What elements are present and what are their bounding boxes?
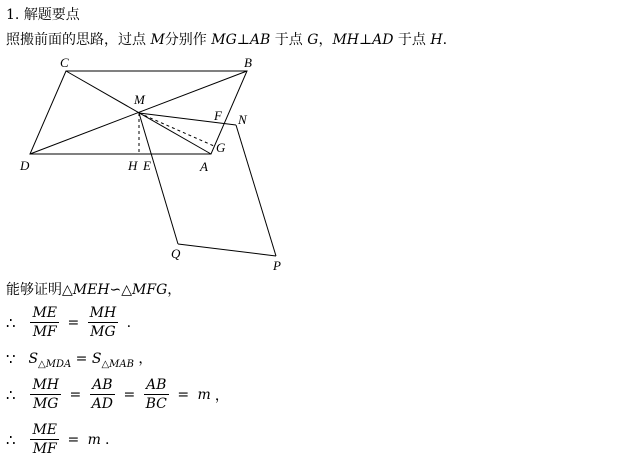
area-symbol: S <box>91 351 102 367</box>
label-q: Q <box>171 246 181 261</box>
denominator: MG <box>32 396 59 412</box>
equals-sign: = <box>177 386 190 403</box>
fraction-me-mf <box>30 304 59 341</box>
intro-sep: ， <box>318 32 333 48</box>
intro-mg-perp-ab: MG⊥AB <box>211 32 271 48</box>
equals-sign: = <box>123 386 136 403</box>
equals-sign: = <box>69 386 82 403</box>
heading-title: 解题要点 <box>23 7 80 23</box>
subscript-mab: △MAB <box>101 359 134 370</box>
variable-m: m <box>87 431 101 448</box>
label-a: A <box>200 159 208 174</box>
equals-sign: = <box>75 351 88 367</box>
denominator: MF <box>32 441 57 457</box>
label-m: M <box>134 92 145 107</box>
fraction-me-mf <box>30 421 59 458</box>
variable-m: m <box>197 386 211 403</box>
numerator: ME <box>32 305 58 321</box>
denominator: BC <box>145 396 167 412</box>
denominator: AD <box>91 396 113 412</box>
segment-mq <box>139 113 178 244</box>
similarity-end: ， <box>167 282 182 298</box>
similarity-text: △MEH∽△MFG <box>62 282 168 298</box>
label-h: H <box>128 158 138 173</box>
segment-qp <box>178 244 276 256</box>
numerator: MH <box>89 305 117 321</box>
intro-point-g: G <box>307 32 319 48</box>
fraction-mh-mg <box>88 304 119 341</box>
step-1 <box>6 304 133 341</box>
heading-number: 1. <box>6 7 20 23</box>
comma: ， <box>214 387 229 404</box>
comma: ， <box>138 351 153 367</box>
intro-prefix: 照搬前面的思路，过点 <box>6 32 151 48</box>
step-3 <box>6 376 231 413</box>
numerator: MH <box>32 377 59 393</box>
similarity-statement <box>6 279 181 299</box>
intro-end: . <box>442 32 448 48</box>
equals-sign: = <box>67 431 80 448</box>
therefore-symbol: ∴ <box>6 385 16 404</box>
numerator: AB <box>90 376 115 395</box>
fraction-ab-bc <box>144 376 169 413</box>
period: . <box>104 431 110 448</box>
label-d: D <box>20 158 30 173</box>
denominator: MF <box>32 324 57 340</box>
segment-pn <box>236 125 276 256</box>
period: . <box>126 314 132 331</box>
intro-mid2: 于点 <box>270 32 308 48</box>
numerator: AB <box>144 376 169 395</box>
intro-mh-perp-ad: MH⊥AD <box>332 32 394 48</box>
subscript-mda: △MDA <box>38 359 72 370</box>
fraction-ab-ad <box>90 376 115 413</box>
because-symbol: ∵ <box>6 350 16 368</box>
label-n: N <box>238 112 247 127</box>
step-4 <box>6 421 111 458</box>
label-b: B <box>244 55 252 70</box>
label-p: P <box>273 258 281 273</box>
therefore-symbol: ∴ <box>6 313 16 332</box>
area-symbol: S <box>28 351 39 367</box>
intro-point-m: M <box>150 32 165 48</box>
intro-point-h: H <box>430 32 443 48</box>
label-f: F <box>214 108 222 123</box>
numerator: ME <box>32 422 58 438</box>
equals-sign: = <box>67 314 80 331</box>
therefore-symbol: ∴ <box>6 430 16 449</box>
label-e: E <box>143 158 151 173</box>
intro-mid1: 分别作 <box>164 32 212 48</box>
step-2 <box>6 348 152 370</box>
label-g: G <box>216 140 226 155</box>
denominator: MG <box>90 324 116 340</box>
label-c: C <box>60 55 69 70</box>
fraction-mh-mg <box>30 376 61 413</box>
similarity-prefix: 能够证明 <box>6 282 62 298</box>
intro-mid3: 于点 <box>393 32 431 48</box>
